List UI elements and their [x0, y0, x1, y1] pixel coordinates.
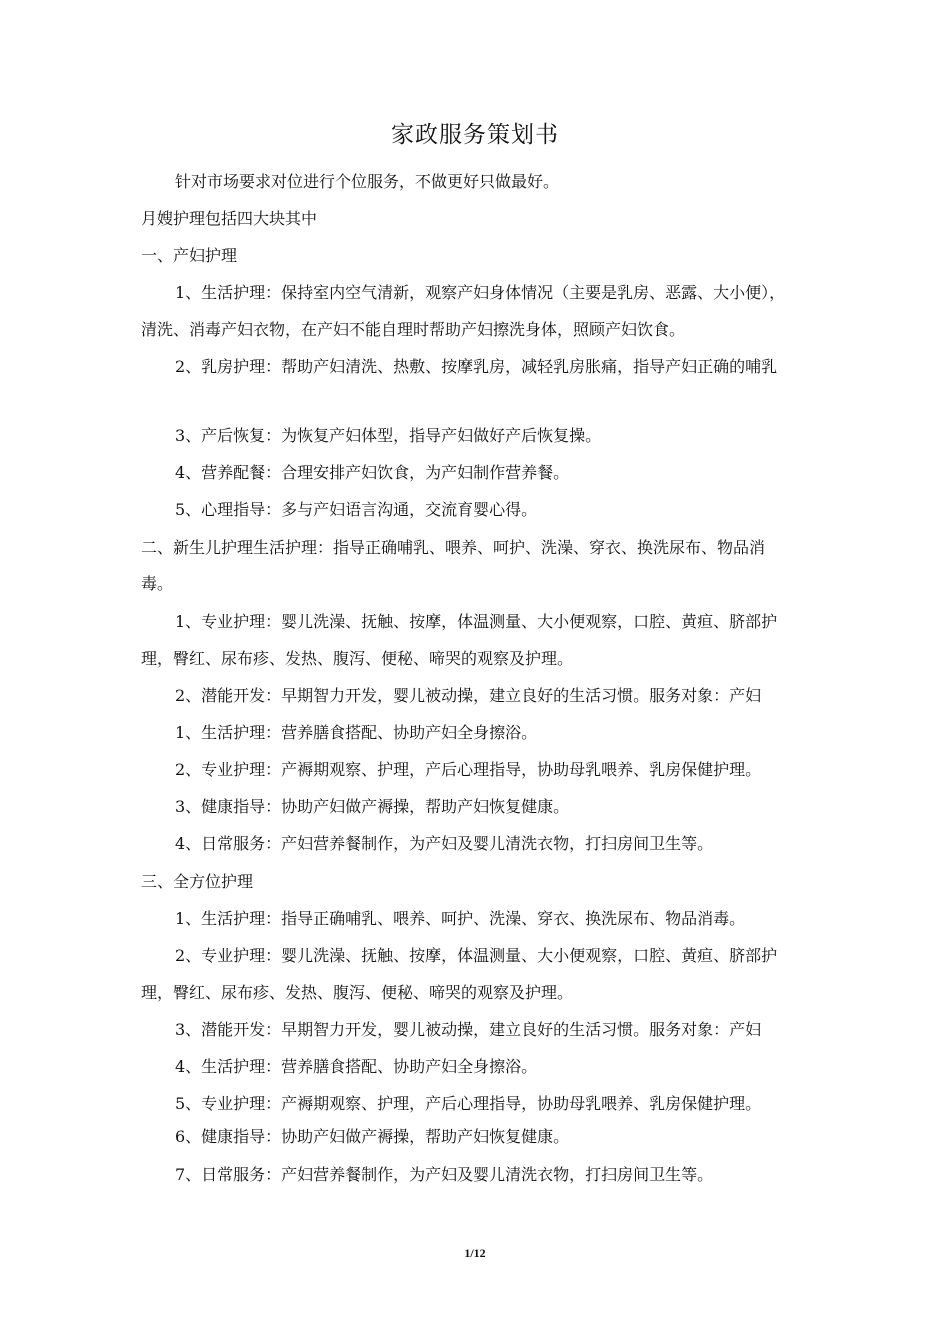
paragraph-line: 理，臀红、尿布疹、发热、腹泻、便秘、啼哭的观察及护理。 — [141, 983, 574, 1002]
paragraph-line: 1、生活护理：营养膳食搭配、协助产妇全身擦浴。 — [175, 723, 538, 742]
paragraph-line: 7、日常服务：产妇营养餐制作，为产妇及婴儿清洗衣物，打扫房间卫生等。 — [175, 1165, 714, 1184]
paragraph-line: 2、专业护理：产褥期观察、护理，产后心理指导，协助母乳喂养、乳房保健护理。 — [175, 760, 762, 779]
paragraph-line: 5、心理指导：多与产妇语言沟通，交流育婴心得。 — [175, 500, 538, 519]
section-heading-3: 三、全方位护理 — [141, 872, 254, 891]
paragraph-line: 3、产后恢复：为恢复产妇体型，指导产妇做好产后恢复操。 — [175, 426, 602, 445]
section-heading-1: 一、产妇护理 — [141, 246, 238, 265]
paragraph-line: 1、生活护理：指导正确哺乳、喂养、呵护、洗澡、穿衣、换洗尿布、物品消毒。 — [175, 909, 746, 928]
paragraph-line: 清洗、消毒产妇衣物，在产妇不能自理时帮助产妇擦洗身体，照顾产妇饮食。 — [141, 320, 686, 339]
paragraph-line: 4、日常服务：产妇营养餐制作，为产妇及婴儿清洗衣物，打扫房间卫生等。 — [175, 834, 714, 853]
document-title: 家政服务策划书 — [391, 122, 559, 148]
paragraph-line: 2、乳房护理：帮助产妇清洗、热敷、按摩乳房，减轻乳房胀痛，指导产妇正确的哺乳 — [175, 357, 778, 376]
paragraph-line: 2、潜能开发：早期智力开发，婴儿被动操，建立良好的生活习惯。服务对象：产妇 — [175, 686, 762, 705]
paragraph-line: 5、专业护理：产褥期观察、护理，产后心理指导，协助母乳喂养、乳房保健护理。 — [175, 1094, 762, 1113]
paragraph-line: 3、潜能开发：早期智力开发，婴儿被动操，建立良好的生活习惯。服务对象：产妇 — [175, 1020, 762, 1039]
paragraph-line: 1、专业护理：婴儿洗澡、抚触、按摩，体温测量、大小便观察，口腔、黄疸、脐部护 — [175, 612, 778, 631]
paragraph-line: 理，臀红、尿布疹、发热、腹泻、便秘、啼哭的观察及护理。 — [141, 649, 574, 668]
intro-line: 针对市场要求对位进行个位服务，不做更好只做最好。 — [175, 172, 560, 191]
paragraph-line: 毒。 — [141, 574, 174, 593]
paragraph-line: 2、专业护理：婴儿洗澡、抚触、按摩，体温测量、大小便观察，口腔、黄疸、脐部护 — [175, 946, 778, 965]
overview-line: 月嫂护理包括四大块其中 — [141, 209, 318, 228]
paragraph-line: 4、生活护理：营养膳食搭配、协助产妇全身擦浴。 — [175, 1057, 538, 1076]
paragraph-line: 4、营养配餐：合理安排产妇饮食，为产妇制作营养餐。 — [175, 463, 570, 482]
paragraph-line: 6、健康指导：协助产妇做产褥操，帮助产妇恢复健康。 — [175, 1127, 570, 1146]
section-heading-2: 二、新生儿护理生活护理：指导正确哺乳、喂养、呵护、洗澡、穿衣、换洗尿布、物品消 — [141, 538, 766, 557]
page-number: 1/12 — [464, 1246, 486, 1260]
paragraph-line: 3、健康指导：协助产妇做产褥操，帮助产妇恢复健康。 — [175, 797, 570, 816]
paragraph-line: 1、生活护理：保持室内空气清新，观察产妇身体情况（主要是乳房、恶露、大小便）， — [175, 283, 786, 302]
